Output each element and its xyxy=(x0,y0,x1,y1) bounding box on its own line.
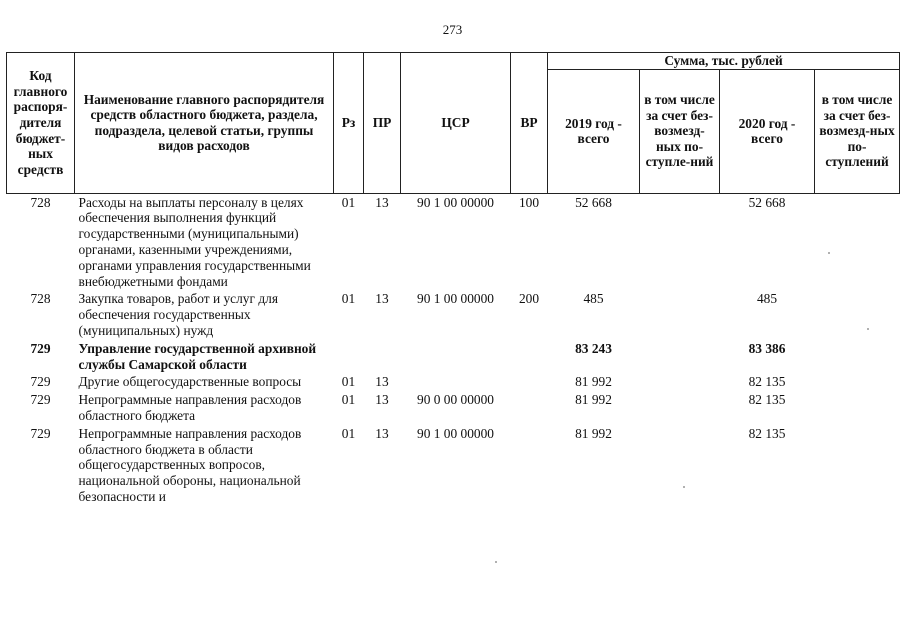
cell-rz: 01 xyxy=(341,392,356,408)
cell-2019-free xyxy=(640,290,720,339)
header-name: Наименование главного распорядителя средств областного бюджета, раздела, подраздела, целевой статьи, группы видов расходов xyxy=(75,53,334,194)
cell-rz: 01 xyxy=(341,425,356,441)
cell-name: Закупка товаров, работ и услуг для обеспечения государственных (муниципальных) нужд xyxy=(78,291,278,338)
table-row xyxy=(7,290,900,339)
cell-code: 729 xyxy=(30,340,51,356)
cell-code: 728 xyxy=(30,291,51,307)
cell-2020-total: 485 xyxy=(756,291,778,307)
cell-2020-free xyxy=(815,193,900,290)
cell-csr xyxy=(401,340,511,374)
cell-code: 728 xyxy=(30,194,51,210)
cell-csr: 90 0 00 00000 xyxy=(417,392,494,408)
cell-vr xyxy=(511,391,548,425)
budget-table xyxy=(6,52,900,506)
header-pr: ПР xyxy=(364,53,401,194)
table-row xyxy=(7,391,900,425)
cell-2019-total: 81 992 xyxy=(575,392,612,408)
cell-2020-free xyxy=(815,340,900,374)
cell-name: Управление государственной архивной службы Самарской области xyxy=(78,340,317,372)
cell-csr: 90 1 00 00000 xyxy=(417,425,494,441)
cell-2020-total: 82 135 xyxy=(748,425,786,441)
cell-2019-total: 81 992 xyxy=(575,374,612,390)
table-row xyxy=(7,193,900,290)
cell-csr: 90 1 00 00000 xyxy=(417,291,494,307)
cell-2019-total: 83 243 xyxy=(575,340,612,356)
cell-vr xyxy=(511,340,548,374)
scan-speck xyxy=(495,561,497,563)
cell-2019-free xyxy=(640,373,720,391)
scan-speck xyxy=(867,328,869,330)
cell-pr: 13 xyxy=(375,291,389,307)
table-row xyxy=(7,340,900,374)
cell-csr: 90 1 00 00000 xyxy=(417,194,494,210)
header-2020-free: в том числе за счет без-возмезд-ных по-ступлений xyxy=(815,69,900,193)
cell-vr: 200 xyxy=(518,291,540,307)
cell-2020-total: 82 135 xyxy=(748,392,786,408)
table-row xyxy=(7,425,900,506)
header-csr: ЦСР xyxy=(401,53,511,194)
cell-name: Расходы на выплаты персоналу в целях обеспечения выполнения функций государственными (муниципальными) органами, казенными учреждениями, органами управления государственными внебюджетными фондами xyxy=(78,194,311,289)
header-2019-total: 2019 год - всего xyxy=(548,69,640,193)
cell-rz: 01 xyxy=(341,374,356,390)
cell-code: 729 xyxy=(30,425,51,441)
page-number: 273 xyxy=(442,22,463,37)
cell-code: 729 xyxy=(30,392,51,408)
header-sum: Сумма, тыс. рублей xyxy=(548,53,900,70)
cell-vr xyxy=(511,373,548,391)
cell-2020-total: 52 668 xyxy=(748,194,786,210)
table-body xyxy=(7,193,900,506)
cell-rz: 01 xyxy=(341,291,356,307)
cell-2019-total: 485 xyxy=(583,291,604,307)
cell-name: Непрограммные направления расходов областного бюджета xyxy=(78,392,302,423)
cell-2019-free xyxy=(640,391,720,425)
cell-2019-total: 52 668 xyxy=(575,194,612,210)
header-2020-total: 2020 год - всего xyxy=(720,69,815,193)
cell-code: 729 xyxy=(30,374,51,390)
cell-2019-free xyxy=(640,193,720,290)
cell-pr: 13 xyxy=(375,194,389,210)
header-vr: ВР xyxy=(511,53,548,194)
cell-vr: 100 xyxy=(518,194,540,210)
cell-2020-free xyxy=(815,373,900,391)
cell-2019-free xyxy=(640,340,720,374)
table-header xyxy=(7,53,900,194)
cell-pr xyxy=(364,340,401,374)
cell-2019-total: 81 992 xyxy=(575,425,612,441)
cell-pr: 13 xyxy=(375,374,389,390)
cell-2020-free xyxy=(815,290,900,339)
cell-name: Другие общегосударственные вопросы xyxy=(78,374,302,390)
cell-rz xyxy=(334,340,364,374)
table-row xyxy=(7,373,900,391)
header-rz: Рз xyxy=(334,53,364,194)
header-code: Код главного распоря-дителя бюджет-ных средств xyxy=(7,53,75,194)
cell-2020-total: 82 135 xyxy=(748,374,786,390)
cell-2020-free xyxy=(815,391,900,425)
cell-csr xyxy=(401,373,511,391)
cell-pr: 13 xyxy=(375,392,389,408)
scan-speck xyxy=(683,486,685,488)
scan-speck xyxy=(828,252,830,254)
cell-name: Непрограммные направления расходов областного бюджета в области общегосударственных вопросов, национальной обороны, национальной безопасности и xyxy=(78,425,302,504)
cell-2020-total: 83 386 xyxy=(748,340,786,356)
cell-rz: 01 xyxy=(341,194,356,210)
cell-2019-free xyxy=(640,425,720,506)
cell-vr xyxy=(511,425,548,506)
cell-pr: 13 xyxy=(375,425,389,441)
header-2019-free: в том числе за счет без-возмезд-ных по-ступле-ний xyxy=(640,69,720,193)
cell-2020-free xyxy=(815,425,900,506)
